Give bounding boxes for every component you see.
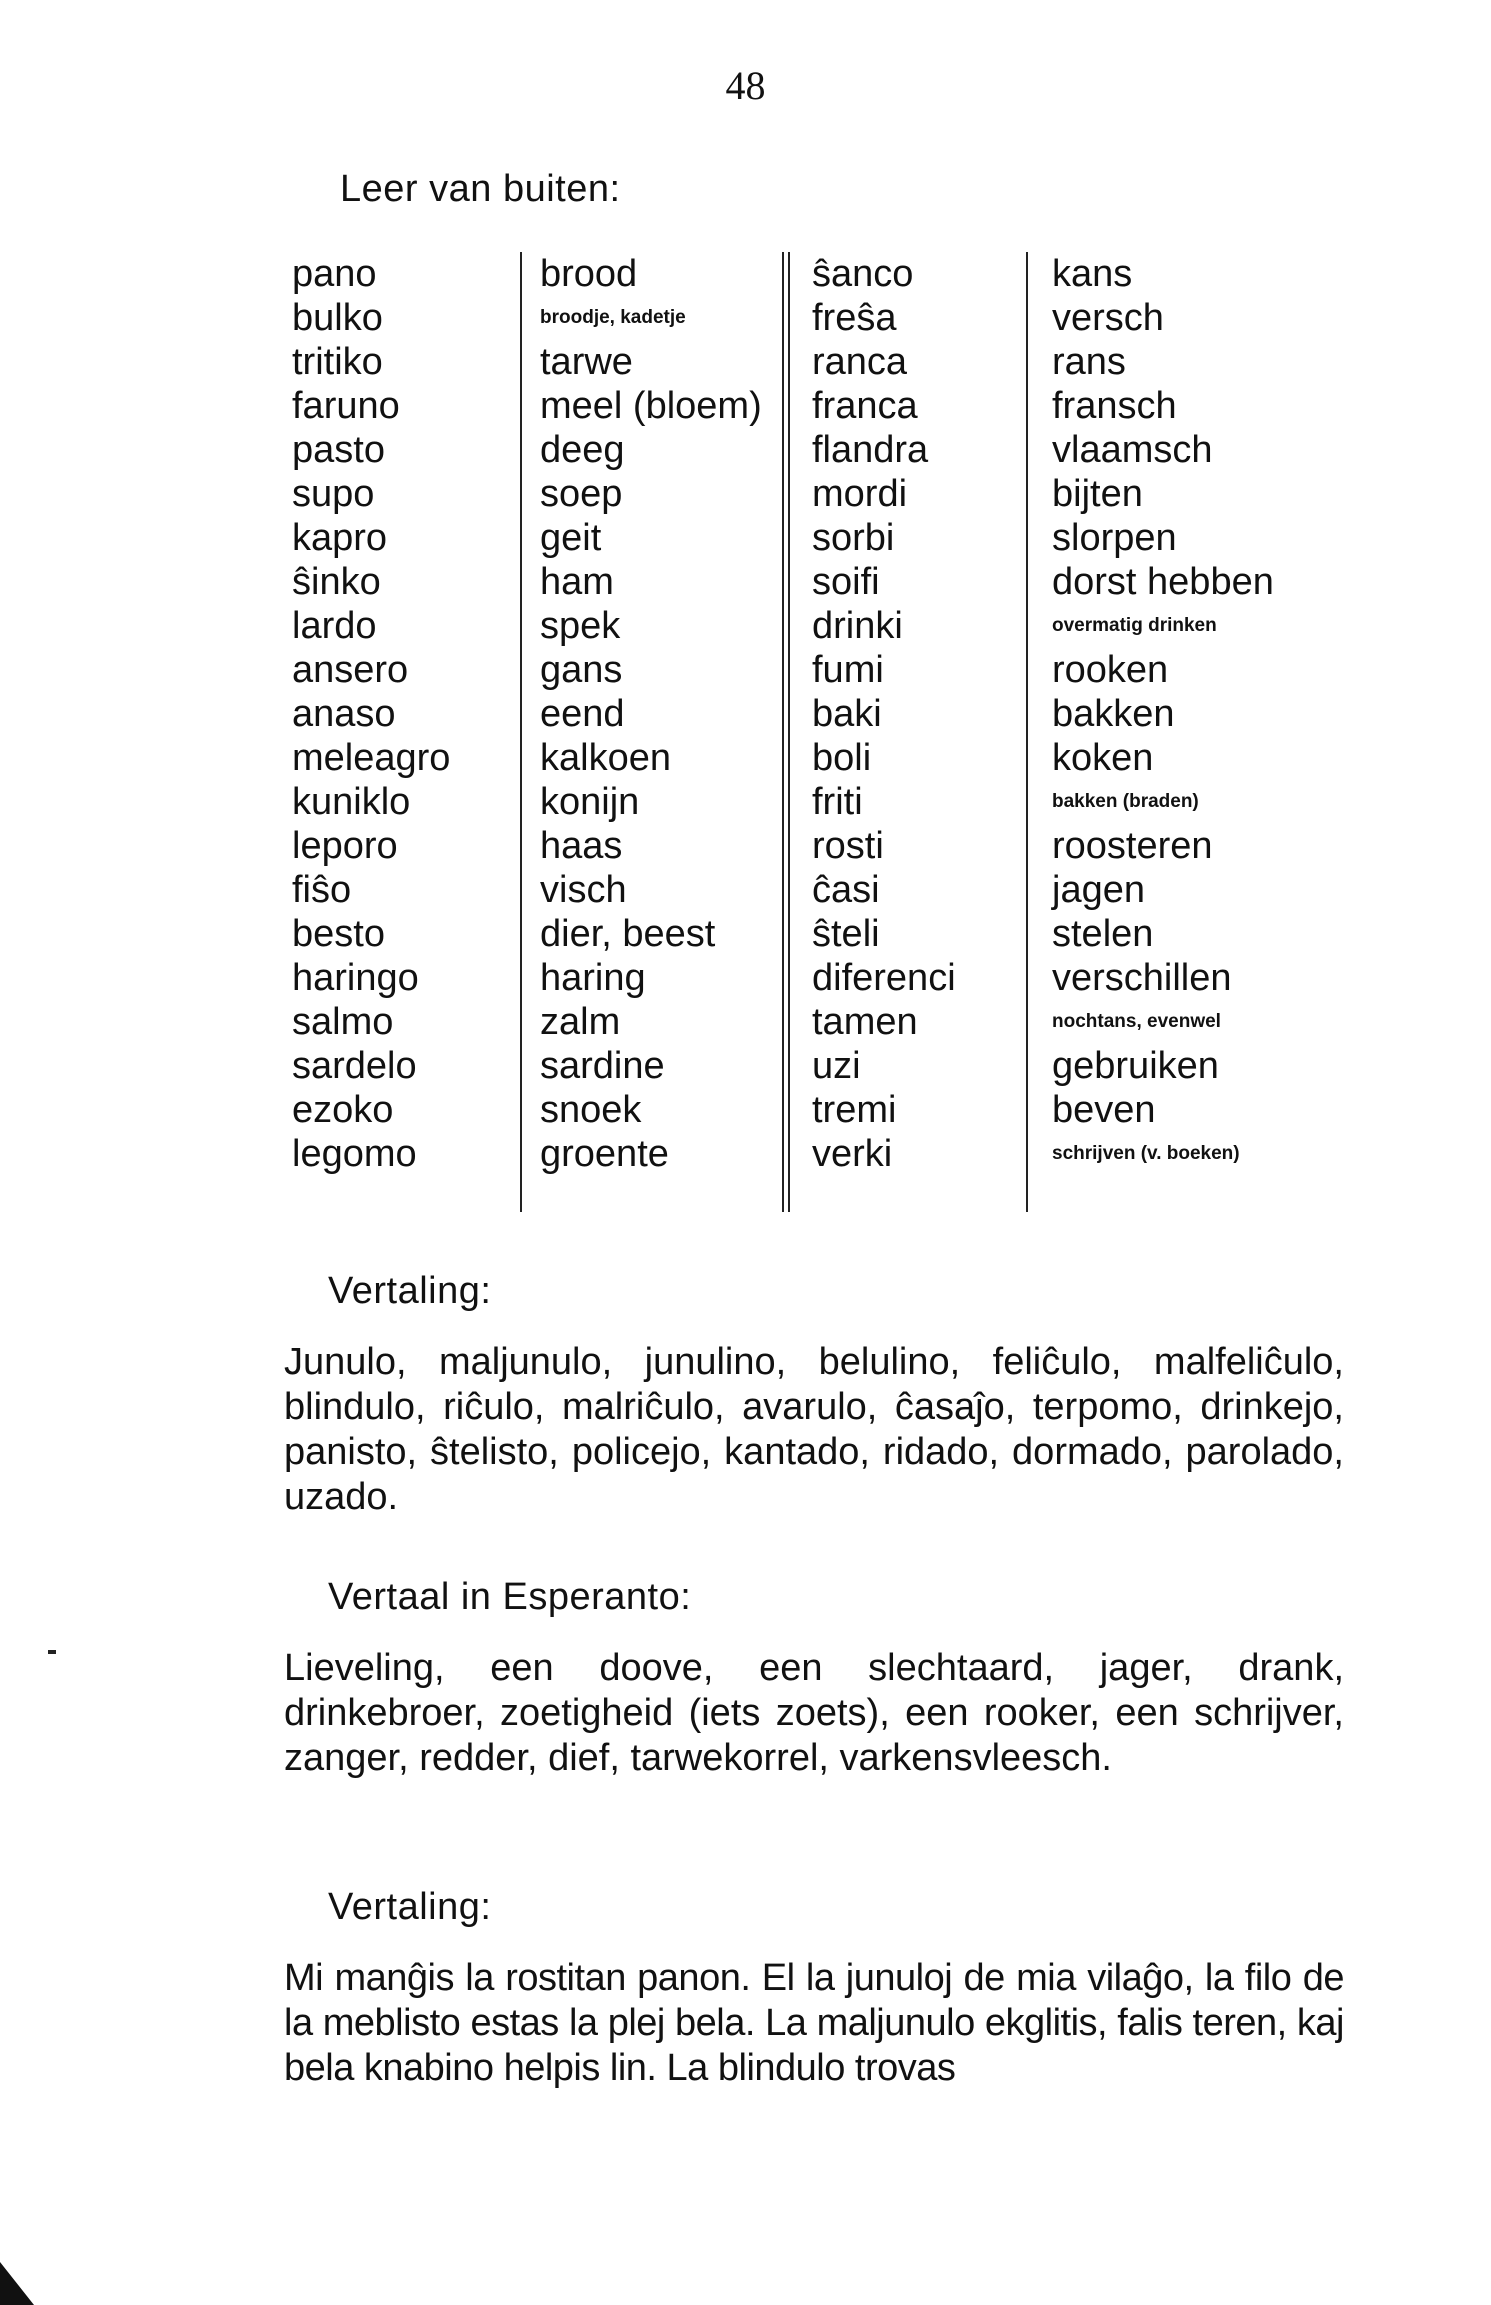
vocab-entry: diferenci xyxy=(812,957,956,999)
vocab-entry: uzi xyxy=(812,1045,861,1087)
heading-translation: Vertaling: xyxy=(328,1886,492,1928)
vocab-entry: overmatig drinken xyxy=(1052,615,1217,636)
vocab-entry: kalkoen xyxy=(540,737,671,779)
vocab-entry: sorbi xyxy=(812,517,895,559)
vocab-entry: mordi xyxy=(812,473,908,515)
heading-translate-into-esperanto: Vertaal in Esperanto: xyxy=(328,1576,692,1618)
vocab-entry: franca xyxy=(812,385,918,427)
vocab-column-dutch-left xyxy=(540,252,762,1176)
vocab-entry: anaso xyxy=(292,693,396,735)
vocab-entry: ansero xyxy=(292,649,409,691)
vocab-entry: ham xyxy=(540,561,614,603)
vocab-entry: meleagro xyxy=(292,737,451,779)
vocab-entry: slorpen xyxy=(1052,517,1177,559)
vocab-entry: vlaamsch xyxy=(1052,429,1213,471)
vocab-entry: versch xyxy=(1052,297,1164,339)
vocab-entry: fumi xyxy=(812,649,884,691)
vocab-entry: sardine xyxy=(540,1045,665,1087)
vocab-entry: leporo xyxy=(292,825,398,867)
vocab-entry: freŝa xyxy=(812,297,897,339)
vocab-entry: bakken xyxy=(1052,693,1175,735)
vocab-column-esperanto-left xyxy=(292,252,450,1176)
vocab-entry: ŝteli xyxy=(812,913,880,955)
margin-mark xyxy=(48,1650,56,1654)
vocab-entry: ranca xyxy=(812,341,908,383)
vocab-entry: verki xyxy=(812,1133,893,1175)
vocab-column-esperanto-right xyxy=(812,252,956,1176)
vocab-entry: visch xyxy=(540,869,627,911)
vocab-entry: flandra xyxy=(812,429,929,471)
vocab-entry: deeg xyxy=(540,429,625,471)
vocab-entry: tarwe xyxy=(540,341,633,383)
vocab-entry: kapro xyxy=(292,517,388,559)
vocab-entry: pasto xyxy=(292,429,385,471)
vocab-entry: koken xyxy=(1052,737,1154,779)
vocab-entry: zalm xyxy=(540,1001,621,1043)
vocab-entry: ŝinko xyxy=(292,561,381,603)
vocab-entry: tritiko xyxy=(292,341,383,383)
vocab-entry: roosteren xyxy=(1052,825,1213,867)
vocab-entry: beven xyxy=(1052,1089,1156,1131)
vocab-entry: rosti xyxy=(812,825,884,867)
vocab-entry: dorst hebben xyxy=(1052,561,1274,603)
vocab-entry: eend xyxy=(540,693,625,735)
vocab-entry: verschillen xyxy=(1052,957,1232,999)
vocab-entry: baki xyxy=(812,693,882,735)
vocab-column-dutch-right xyxy=(1052,252,1274,1176)
page-number: 48 xyxy=(725,63,766,108)
vocab-entry: geit xyxy=(540,517,602,559)
vocab-entry: friti xyxy=(812,781,863,823)
vocab-entry: ezoko xyxy=(292,1089,394,1131)
vocab-entry: konijn xyxy=(540,781,640,823)
vocab-entry: snoek xyxy=(540,1089,642,1131)
corner-mark xyxy=(0,2262,34,2305)
vocab-entry: broodje, kadetje xyxy=(540,307,686,328)
vocab-entry: ŝanco xyxy=(812,253,914,295)
vocab-entry: bakken (braden) xyxy=(1052,791,1199,812)
vocab-entry: gans xyxy=(540,649,623,691)
vocab-entry: ĉasi xyxy=(812,869,880,911)
vocab-entry: bijten xyxy=(1052,473,1143,515)
vocab-entry: dier, beest xyxy=(540,913,716,955)
heading-learn-by-heart: Leer van buiten: xyxy=(340,168,621,210)
vocab-entry: fransch xyxy=(1052,385,1177,427)
vocab-entry: soifi xyxy=(812,561,880,603)
vocab-entry: brood xyxy=(540,253,638,295)
column-divider xyxy=(520,252,522,1212)
vocab-entry: lardo xyxy=(292,605,377,647)
exercise-paragraph: Junulo, maljunulo, junulino, belulino, feliĉulo, malfeliĉulo, blindulo, riĉulo, malriĉulo, avarulo, ĉasaĵo, terpomo, drinkejo, panisto, ŝtelisto, policejo, kantado, ridado, dormado, parolado, uzado. xyxy=(284,1341,1344,1518)
vocab-entry: tamen xyxy=(812,1001,918,1043)
vocab-entry: gebruiken xyxy=(1052,1045,1219,1087)
vocab-entry: supo xyxy=(292,473,375,515)
vocab-entry: besto xyxy=(292,913,385,955)
column-divider xyxy=(782,252,784,1212)
vocab-entry: fiŝo xyxy=(292,869,352,911)
vocab-entry: kuniklo xyxy=(292,781,411,823)
column-divider xyxy=(788,252,790,1212)
vocab-entry: nochtans, evenwel xyxy=(1052,1011,1221,1032)
vocab-entry: haring xyxy=(540,957,646,999)
vocab-entry: meel (bloem) xyxy=(540,385,762,427)
vocab-entry: bulko xyxy=(292,297,383,339)
vocab-entry: salmo xyxy=(292,1001,394,1043)
vocab-entry: pano xyxy=(292,253,377,295)
column-divider xyxy=(1026,252,1028,1212)
exercise-paragraph: Lieveling, een doove, een slechtaard, jager, drank, drinkebroer, zoetigheid (iets zoets), een rooker, een schrijver, zanger, redder, dief, tarwekorrel, varkensvleesch. xyxy=(284,1647,1344,1779)
vocab-entry: boli xyxy=(812,737,872,779)
vocab-entry: spek xyxy=(540,605,621,647)
vocab-entry: stelen xyxy=(1052,913,1154,955)
vocab-entry: sardelo xyxy=(292,1045,417,1087)
vocab-entry: tremi xyxy=(812,1089,897,1131)
vocab-entry: haringo xyxy=(292,957,419,999)
exercise-paragraph: Mi manĝis la rostitan panon. El la junuloj de mia vilaĝo, la filo de la meblisto estas la plej bela. La maljunulo ekglitis, falis teren, kaj bela knabino helpis lin. La blindulo trovas xyxy=(284,1957,1344,2089)
vocab-entry: faruno xyxy=(292,385,400,427)
vocab-entry: soep xyxy=(540,473,623,515)
vocab-entry: drinki xyxy=(812,605,903,647)
vocab-entry: haas xyxy=(540,825,623,867)
vocab-entry: kans xyxy=(1052,253,1133,295)
vocab-entry: jagen xyxy=(1052,869,1145,911)
vocab-entry: groente xyxy=(540,1133,669,1175)
vocab-entry: rans xyxy=(1052,341,1126,383)
vocab-entry: schrijven (v. boeken) xyxy=(1052,1143,1240,1164)
heading-translation: Vertaling: xyxy=(328,1270,492,1312)
vocab-entry: rooken xyxy=(1052,649,1169,691)
vocab-entry: legomo xyxy=(292,1133,417,1175)
